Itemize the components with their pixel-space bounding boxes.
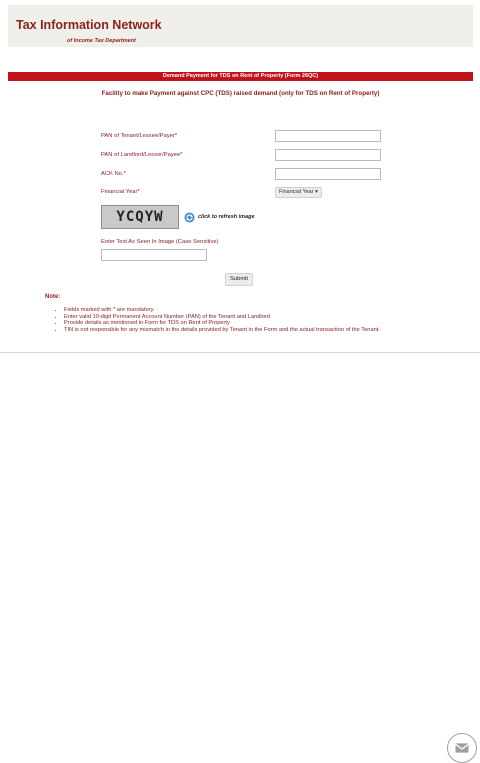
pan-tenant-label: PAN of Tenant/Lessee/Payer*: [101, 133, 178, 139]
refresh-icon[interactable]: [184, 212, 195, 223]
ack-label: ACK No.*: [101, 171, 126, 177]
ack-input[interactable]: [275, 168, 381, 180]
note-item: • Fields marked with * are mandatory.: [64, 307, 464, 314]
site-header: [8, 5, 473, 47]
captcha-label: Enter Text As Seen In Image (Case Sensitive): [101, 239, 219, 245]
pan-landlord-label: PAN of Landlord/Lessor/Payee*: [101, 152, 183, 158]
mail-icon[interactable]: [447, 733, 477, 763]
financial-year-label: Financial Year*: [101, 189, 140, 195]
financial-year-select[interactable]: Financial Year ▾: [275, 187, 322, 198]
refresh-captcha-link[interactable]: click to refresh image: [198, 214, 255, 220]
captcha-image: YCQYW: [101, 205, 179, 229]
pan-tenant-input[interactable]: [275, 130, 381, 142]
note-label: Note:: [45, 294, 61, 300]
facility-heading: Facility to make Payment against CPC (TDS) raised demand (only for TDS on Rent of Property): [101, 90, 380, 97]
captcha-input[interactable]: [101, 249, 207, 261]
site-title: Tax Information Network: [16, 18, 162, 32]
note-item: • TIN is not responsible for any mismatch in the details provided by Tenant in the Form and the actual transaction of the Tenant.: [64, 327, 464, 334]
site-subtitle: of Income Tax Department: [67, 38, 136, 44]
note-item: • Enter valid 10-digit Permanent Account Number (PAN) of the Tenant and Landlord: [64, 314, 464, 321]
pan-landlord-input[interactable]: [275, 149, 381, 161]
page-banner: Demand Payment for TDS on Rent of Property (Form 26QC): [8, 72, 473, 81]
content-divider: [0, 352, 480, 353]
note-list: [58, 307, 464, 333]
submit-button[interactable]: Submit: [225, 273, 253, 286]
note-item: • Provide details as mentioned in Form for TDS on Rent of Property: [64, 320, 464, 327]
